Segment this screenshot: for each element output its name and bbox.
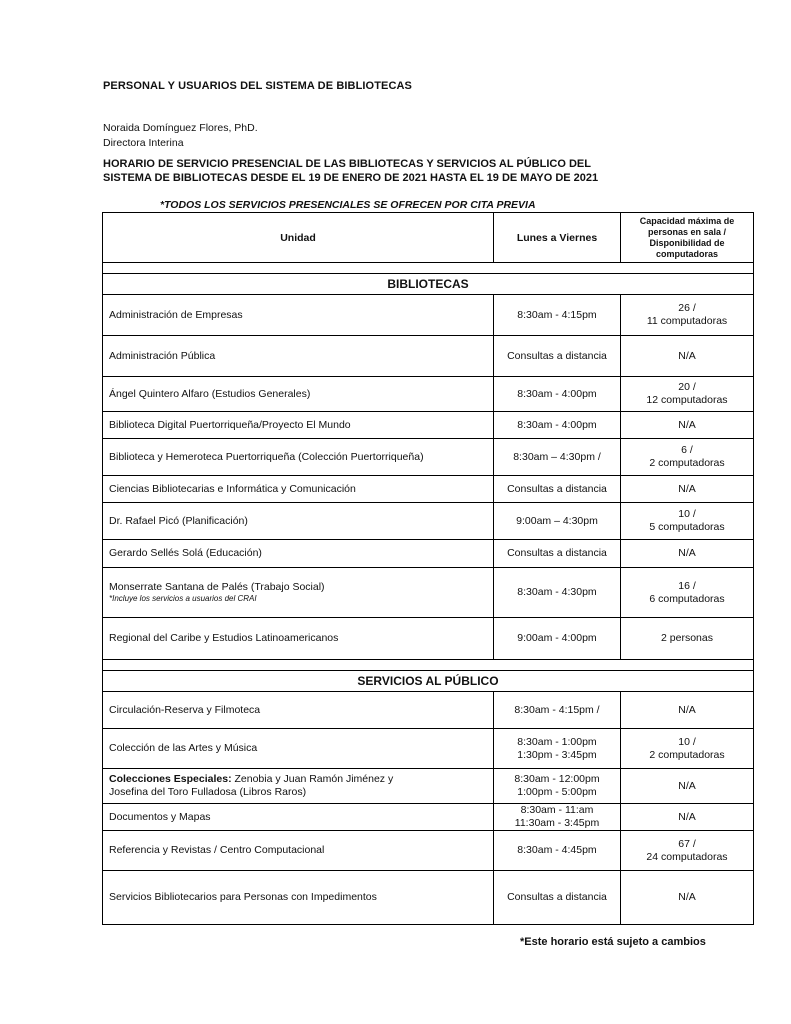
column-header-capacity xyxy=(621,213,754,263)
unit-name: Circulación-Reserva y Filmoteca xyxy=(103,692,494,729)
unit-name: Ángel Quintero Alfaro (Estudios Generales) xyxy=(103,377,494,412)
unit-name: Documentos y Mapas xyxy=(103,804,494,831)
table-row xyxy=(103,729,754,769)
unit-name: Dr. Rafael Picó (Planificación) xyxy=(103,503,494,540)
unit-name-line2: Josefina del Toro Fulladosa (Libros Raros) xyxy=(109,786,307,798)
schedule-table xyxy=(102,212,754,925)
column-header-unit: Unidad xyxy=(103,213,494,263)
table-row xyxy=(103,476,754,503)
table-row xyxy=(103,377,754,412)
capacity-line: 26 / xyxy=(678,302,696,314)
unit-name: Referencia y Revistas / Centro Computacional xyxy=(103,831,494,871)
capacity-cell: N/A xyxy=(621,412,754,439)
hours-line: 8:30am - 1:00pm xyxy=(517,735,597,748)
hours-cell: 8:30am - 4:15pm / xyxy=(494,692,621,729)
author-role: Directora Interina xyxy=(103,137,184,149)
capacity-cell: N/A xyxy=(621,769,754,804)
hours-cell: 9:00am – 4:30pm xyxy=(494,503,621,540)
unit-name: Colección de las Artes y Música xyxy=(103,729,494,769)
table-row xyxy=(103,769,754,804)
capacity-line: 10 / xyxy=(678,735,696,748)
capacity-cell: N/A xyxy=(621,692,754,729)
capacity-cell: 2 personas xyxy=(621,618,754,660)
hours-line: 8:30am - 12:00pm xyxy=(514,773,600,785)
section-heading-libraries: BIBLIOTECAS xyxy=(103,274,754,295)
hours-cell: Consultas a distancia xyxy=(494,540,621,568)
capacity-line: 11 computadoras xyxy=(646,315,728,327)
appointment-notice: *TODOS LOS SERVICIOS PRESENCIALES SE OFRECEN POR CITA PREVIA xyxy=(160,199,536,211)
capacity-line: 10 / xyxy=(678,508,696,520)
table-row xyxy=(103,540,754,568)
capacity-line: 2 computadoras xyxy=(649,748,725,761)
capacity-cell xyxy=(621,503,754,540)
capacity-line: 12 computadoras xyxy=(646,394,728,406)
capacity-cell xyxy=(621,377,754,412)
capacity-line: 5 computadoras xyxy=(649,521,725,533)
hours-cell xyxy=(494,729,621,769)
capacity-line: 67 / xyxy=(678,837,696,850)
hours-cell: 8:30am - 4:00pm xyxy=(494,377,621,412)
capacity-cell xyxy=(621,831,754,871)
column-header-capacity-line: personas en sala / xyxy=(647,226,727,237)
hours-line: 8:30am - 11:am xyxy=(520,804,594,816)
page-title: PERSONAL Y USUARIOS DEL SISTEMA DE BIBLIOTECAS xyxy=(103,80,412,92)
unit-name-cell xyxy=(103,568,494,618)
capacity-cell xyxy=(621,439,754,476)
table-row xyxy=(103,871,754,925)
schedule-title-line1: HORARIO DE SERVICIO PRESENCIAL DE LAS BIBLIOTECAS Y SERVICIOS AL PÚBLICO DEL xyxy=(103,158,591,170)
section-spacer-cell xyxy=(103,660,754,671)
section-services xyxy=(103,671,754,692)
hours-cell xyxy=(494,769,621,804)
unit-name: Monserrate Santana de Palés (Trabajo Social) xyxy=(109,581,325,593)
author-name: Noraida Domínguez Flores, PhD. xyxy=(103,122,258,134)
table-row xyxy=(103,692,754,729)
capacity-cell: N/A xyxy=(621,476,754,503)
column-header-capacity-line: computadoras xyxy=(655,248,718,259)
unit-name: Biblioteca Digital Puertorriqueña/Proyecto El Mundo xyxy=(103,412,494,439)
capacity-line: 16 / xyxy=(678,579,696,592)
table-row xyxy=(103,439,754,476)
hours-cell: 9:00am - 4:00pm xyxy=(494,618,621,660)
hours-cell: Consultas a distancia xyxy=(494,336,621,377)
table-row xyxy=(103,336,754,377)
hours-cell: 8:30am - 4:15pm xyxy=(494,295,621,336)
hours-line: 1:30pm - 3:45pm xyxy=(517,748,597,761)
unit-name-cell xyxy=(103,769,494,804)
table-row xyxy=(103,295,754,336)
unit-name: Gerardo Sellés Solá (Educación) xyxy=(103,540,494,568)
unit-name: Biblioteca y Hemeroteca Puertorriqueña (Colección Puertorriqueña) xyxy=(103,439,494,476)
unit-name: Administración de Empresas xyxy=(103,295,494,336)
capacity-line: 20 / xyxy=(678,381,696,393)
capacity-cell: N/A xyxy=(621,804,754,831)
hours-cell: Consultas a distancia xyxy=(494,476,621,503)
section-libraries xyxy=(103,274,754,295)
capacity-cell: N/A xyxy=(621,336,754,377)
unit-name: Administración Pública xyxy=(103,336,494,377)
column-header-capacity-line: Disponibilidad de xyxy=(649,237,725,248)
unit-name: Servicios Bibliotecarios para Personas con Impedimentos xyxy=(103,871,494,925)
capacity-cell: N/A xyxy=(621,540,754,568)
hours-cell: 8:30am – 4:30pm / xyxy=(494,439,621,476)
capacity-cell xyxy=(621,295,754,336)
table-row xyxy=(103,412,754,439)
hours-cell: Consultas a distancia xyxy=(494,871,621,925)
unit-note: *Incluye los servicios a usuarios del CRAI xyxy=(109,594,257,603)
hours-cell: 8:30am - 4:30pm xyxy=(494,568,621,618)
capacity-line: 6 computadoras xyxy=(649,592,725,605)
schedule-title-line2: SISTEMA DE BIBLIOTECAS DESDE EL 19 DE ENERO DE 2021 HASTA EL 19 DE MAYO DE 2021 xyxy=(103,172,599,184)
table-row xyxy=(103,568,754,618)
table-row xyxy=(103,618,754,660)
section-spacer-cell xyxy=(103,263,754,274)
footer-note: *Este horario está sujeto a cambios xyxy=(520,936,706,948)
column-header-hours: Lunes a Viernes xyxy=(494,213,621,263)
section-spacer xyxy=(103,263,754,274)
table-row xyxy=(103,831,754,871)
hours-cell: 8:30am - 4:00pm xyxy=(494,412,621,439)
table-row xyxy=(103,503,754,540)
capacity-cell xyxy=(621,568,754,618)
schedule-title xyxy=(103,157,663,185)
unit-name: Regional del Caribe y Estudios Latinoamericanos xyxy=(103,618,494,660)
hours-cell: 8:30am - 4:45pm xyxy=(494,831,621,871)
section-spacer xyxy=(103,660,754,671)
hours-line: 11:30am - 3:45pm xyxy=(514,817,600,829)
capacity-line: 2 computadoras xyxy=(649,457,725,469)
section-heading-services: SERVICIOS AL PÚBLICO xyxy=(103,671,754,692)
unit-name-bold: Colecciones Especiales: xyxy=(109,773,232,785)
capacity-cell: N/A xyxy=(621,871,754,925)
table-row xyxy=(103,804,754,831)
table-header-row xyxy=(103,213,754,263)
capacity-cell xyxy=(621,729,754,769)
capacity-line: 24 computadoras xyxy=(646,850,728,863)
hours-line: 1:00pm - 5:00pm xyxy=(517,786,597,798)
hours-cell xyxy=(494,804,621,831)
unit-name: Zenobia y Juan Ramón Jiménez y xyxy=(231,773,394,785)
column-header-capacity-line: Capacidad máxima de xyxy=(639,215,735,226)
unit-name: Ciencias Bibliotecarias e Informática y Comunicación xyxy=(103,476,494,503)
capacity-line: 6 / xyxy=(681,444,693,456)
